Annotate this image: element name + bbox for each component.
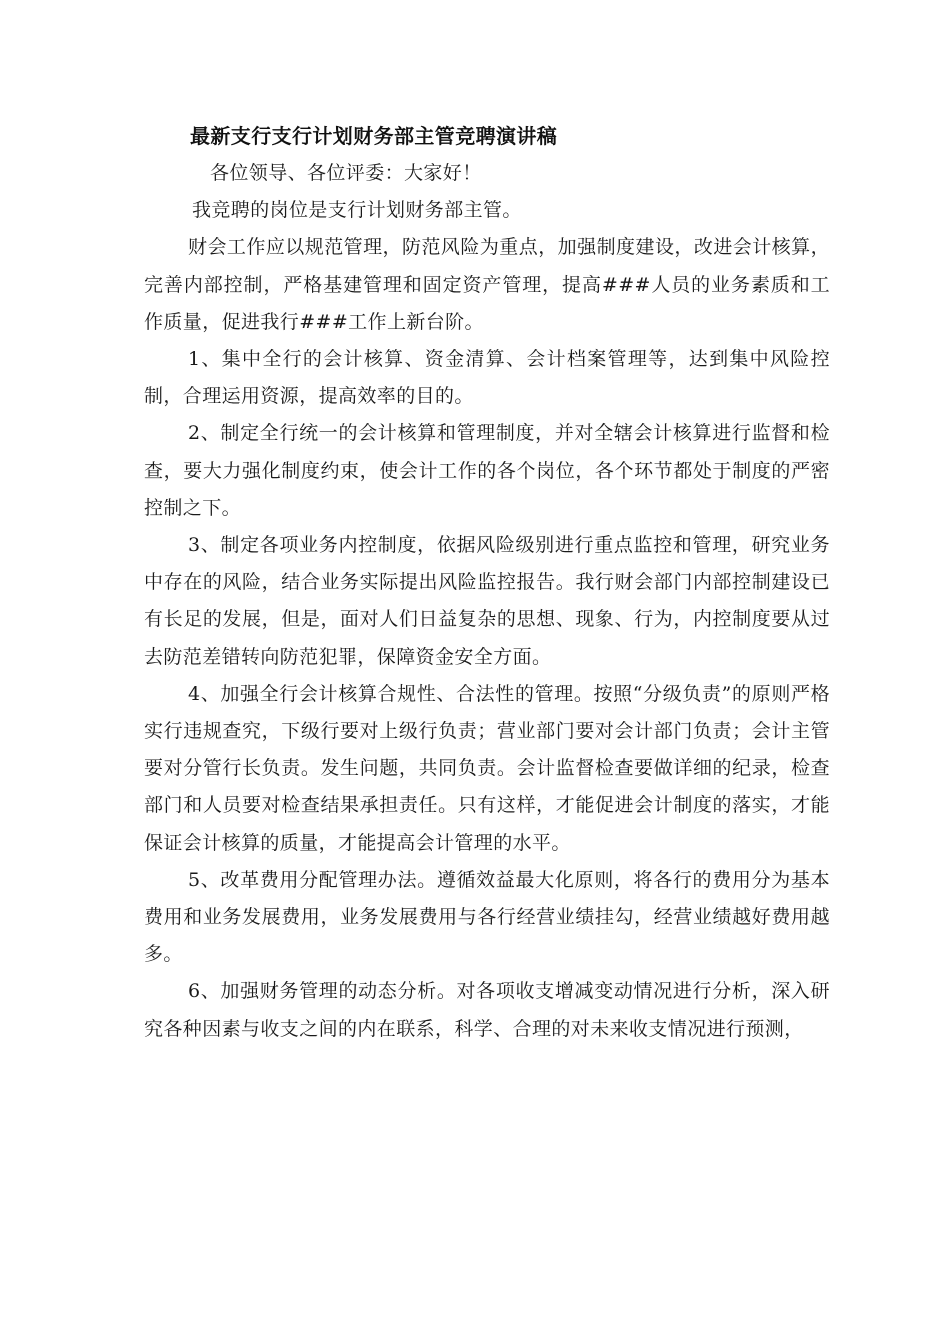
point-paragraph-5: 5、改革费用分配管理办法。遵循效益最大化原则，将各行的费用分为基本费用和业务发展费用，业务发展费用与各行经营业绩挂勾，经营业绩越好费用越多。: [144, 868, 830, 966]
point-paragraph-6: 6、加强财务管理的动态分析。对各项收支增减变动情况进行分析，深入研究各种因素与收支之间的内在联系，科学、合理的对未来收支情况进行预测，: [144, 980, 830, 1040]
position-statement: 我竞聘的岗位是支行计划财务部主管。: [192, 199, 522, 222]
document-body: [144, 118, 830, 1048]
point-paragraph-4: 4、加强全行会计核算合规性、合法性的管理。按照“分级负责”的原则严格实行违规查究，下级行要对上级行负责；营业部门要对会计部门负责；会计主管要对分管行长负责。发生问题，共同负责。会计监督检查要做详细的纪录，检查部门和人员要对检查结果承担责任。只有这样，才能促进会计制度的落实，才能保证会计核算的质量，才能提高会计管理的水平。: [144, 682, 830, 854]
document-title: 最新支行支行计划财务部主管竞聘演讲稿: [190, 124, 558, 148]
intro-paragraph: 财会工作应以规范管理，防范风险为重点，加强制度建设，改进会计核算，完善内部控制，严格基建管理和固定资产管理，提高###人员的业务素质和工作质量，促进我行###工作上新台阶。: [144, 236, 830, 333]
greeting-line: 各位领导、各位评委：大家好！: [210, 162, 482, 184]
point-paragraph-1: 1、集中全行的会计核算、资金清算、会计档案管理等，达到集中风险控制，合理运用资源，提高效率的目的。: [144, 348, 830, 408]
point-paragraph-2: 2、制定全行统一的会计核算和管理制度，并对全辖会计核算进行监督和检查，要大力强化制度约束，使会计工作的各个岗位，各个环节都处于制度的严密控制之下。: [144, 422, 830, 519]
point-paragraph-3: 3、制定各项业务内控制度，依据风险级别进行重点监控和管理，研究业务中存在的风险，结合业务实际提出风险监控报告。我行财会部门内部控制建设已有长足的发展，但是，面对人们日益复杂的思想、现象、行为，内控制度要从过去防范差错转向防范犯罪，保障资金安全方面。: [144, 534, 830, 668]
